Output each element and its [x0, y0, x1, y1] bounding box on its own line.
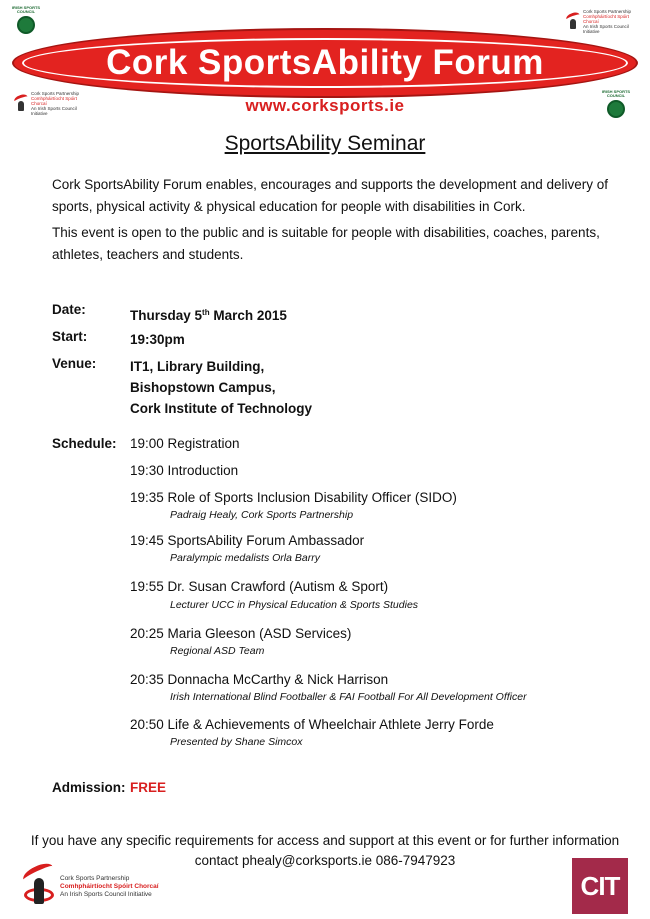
intro-paragraph-2: This event is open to the public and is suitable for people with disabilities, coaches, parents, athletes, teachers and students.: [52, 225, 600, 262]
schedule-item-detail: Regional ASD Team: [170, 645, 265, 657]
banner-title: Cork SportsAbility Forum: [106, 43, 544, 82]
venue-value: [130, 356, 312, 419]
csp-runner-icon: [20, 862, 60, 912]
isc-logo-text: IRISH SPORTS COUNCIL: [11, 5, 41, 15]
schedule-label: Schedule:: [52, 436, 117, 451]
irish-sports-council-logo-right: [594, 90, 638, 118]
footer-contact-line[interactable]: contact phealy@corksports.ie 086-7947923: [194, 853, 456, 868]
page-title: SportsAbility Seminar: [224, 132, 426, 155]
schedule-item-detail: Padraig Healy, Cork Sports Partnership: [170, 509, 354, 521]
header-url[interactable]: www.corksports.ie: [245, 96, 405, 115]
schedule-item: 19:45 SportsAbility Forum Ambassador: [130, 533, 365, 548]
schedule-item: 19:55 Dr. Susan Crawford (Autism & Sport): [130, 579, 389, 594]
schedule-item-detail: Irish International Blind Footballer & FAI Football For All Development Officer: [170, 691, 527, 703]
venue-line-1: IT1, Library Building,: [130, 359, 265, 374]
date-value: Thursday 5th March 2015: [130, 308, 287, 323]
footer-info-line: If you have any specific requirements for access and support at this event or for further information: [30, 833, 620, 848]
schedule-item: 19:35 Role of Sports Inclusion Disability Officer (SIDO): [130, 490, 457, 505]
title-banner: [12, 28, 638, 98]
header: [0, 0, 650, 120]
schedule-item-detail: Presented by Shane Simcox: [170, 736, 303, 748]
venue-line-3: Cork Institute of Technology: [130, 401, 312, 416]
csp-logo-tagline: An Irish Sports Council Initiative: [60, 891, 152, 898]
admission-label: Admission:: [52, 780, 126, 795]
cit-logo: CIT: [572, 858, 628, 914]
csp-logo-text: Cork Sports Partnership: [583, 9, 632, 14]
csp-runner-icon: [566, 13, 580, 31]
csp-logo-text: Cork Sports Partnership: [60, 875, 130, 882]
csp-logo-irish: Comhpháirtíocht Spóirt Chorcaí: [583, 13, 630, 24]
schedule-item: 19:30 Introduction: [130, 463, 239, 478]
schedule-item: 20:50 Life & Achievements of Wheelchair Athlete Jerry Forde: [130, 717, 494, 732]
csp-logo-tagline: An Irish Sports Council Initiative: [31, 105, 77, 116]
admission-value: FREE: [130, 780, 167, 795]
csp-logo-irish: Comhpháirtíocht Spóirt Chorcaí: [31, 95, 78, 106]
schedule-item: 20:25 Maria Gleeson (ASD Services): [130, 626, 352, 641]
csp-logo-tagline: An Irish Sports Council Initiative: [583, 23, 629, 34]
schedule-item-detail: Lecturer UCC in Physical Education & Sports Studies: [170, 599, 419, 611]
irish-sports-council-logo-top-left: [4, 6, 48, 34]
start-value: 19:30pm: [130, 332, 185, 347]
schedule-item: 20:35 Donnacha McCarthy & Nick Harrison: [130, 672, 389, 687]
cork-sports-partnership-logo-footer: [20, 862, 190, 912]
intro-paragraph-1: Cork SportsAbility Forum enables, encourages and supports the development and delivery of sports, physical activity & physical education for people with disabilities in Cork.: [52, 177, 609, 214]
schedule-item: 19:00 Registration: [130, 436, 240, 451]
csp-logo-irish: Comhpháirtíocht Spóirt Chorcaí: [60, 883, 159, 890]
csp-logo-text: Cork Sports Partnership: [31, 91, 80, 96]
date-label: Date:: [52, 302, 86, 317]
start-label: Start:: [52, 329, 88, 344]
isc-emblem-icon: [17, 16, 35, 34]
venue-line-2: Bishopstown Campus,: [130, 380, 276, 395]
isc-emblem-icon: [607, 100, 625, 118]
isc-logo-text: IRISH SPORTS COUNCIL: [601, 89, 631, 99]
schedule-item-detail: Paralympic medalists Orla Barry: [170, 552, 320, 564]
venue-label: Venue:: [52, 356, 97, 371]
cork-sports-partnership-logo-top-right: [566, 10, 636, 35]
